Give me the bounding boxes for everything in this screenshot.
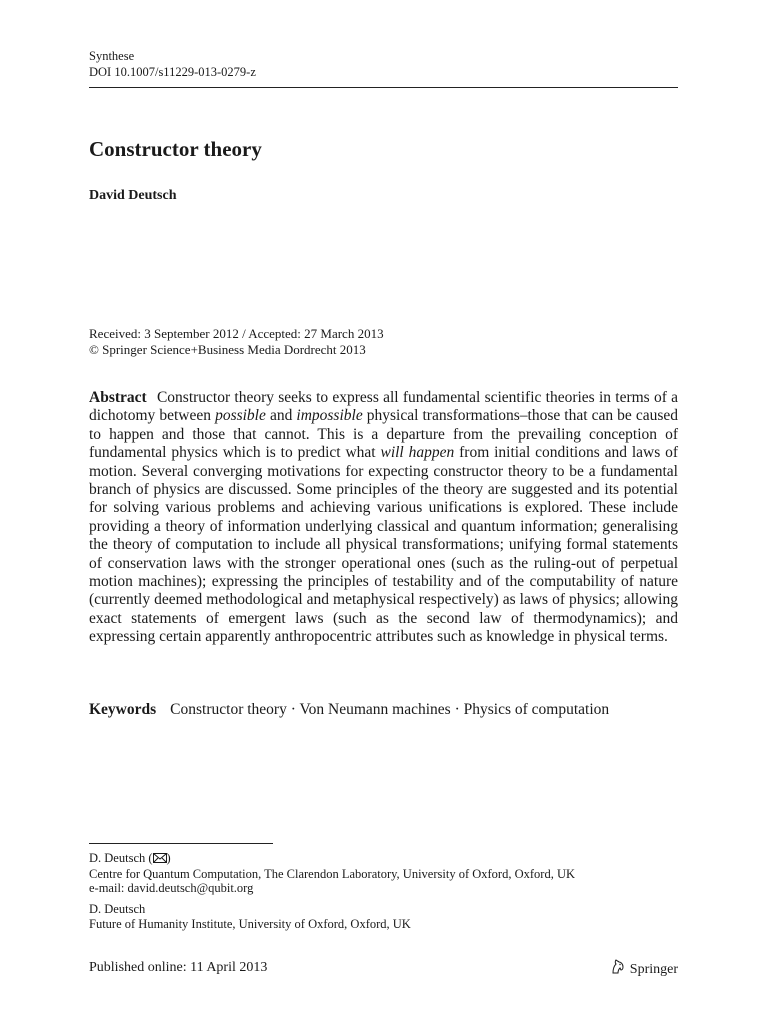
envelope-icon[interactable] bbox=[153, 852, 167, 867]
abstract-label: Abstract bbox=[89, 389, 147, 406]
abstract bbox=[89, 389, 678, 647]
affiliation-1-name-close: ) bbox=[166, 851, 171, 865]
affiliation-2 bbox=[89, 902, 411, 931]
header-divider bbox=[89, 87, 678, 88]
doi-link[interactable]: DOI 10.1007/s11229-013-0279-z bbox=[89, 65, 256, 79]
keywords-list: Constructor theory · Von Neumann machines · Physics of computation bbox=[170, 701, 610, 718]
affiliation-2-institution: Future of Humanity Institute, University of Oxford, Oxford, UK bbox=[89, 916, 411, 931]
publication-dates bbox=[89, 326, 384, 357]
received-accepted-line: Received: 3 September 2012 / Accepted: 27 March 2013 bbox=[89, 326, 384, 341]
affiliation-1-institution: Centre for Quantum Computation, The Clarendon Laboratory, University of Oxford, Oxford, UK bbox=[89, 866, 576, 881]
abstract-emphasis-will-happen: will happen bbox=[380, 444, 455, 462]
affiliation-2-author: D. Deutsch bbox=[89, 902, 146, 916]
affiliation-1-author bbox=[89, 851, 575, 867]
paper-title: Constructor theory bbox=[89, 137, 262, 161]
abstract-text-3: physical transformations–those that can be caused to happen and those that cannot. This is a departure from the prevailing conception of fundamental physics which is to predict what bbox=[89, 407, 679, 462]
footnote-divider bbox=[89, 843, 273, 844]
journal-header bbox=[89, 48, 256, 80]
springer-horse-icon bbox=[610, 959, 626, 981]
journal-name: Synthese bbox=[89, 49, 135, 63]
publisher-logo bbox=[610, 959, 678, 981]
copyright-line: © Springer Science+Business Media Dordrecht 2013 bbox=[89, 341, 366, 357]
keywords-label: Keywords bbox=[89, 701, 157, 718]
affiliation-1-name: D. Deutsch ( bbox=[89, 851, 153, 865]
abstract-emphasis-possible: possible bbox=[215, 407, 266, 425]
abstract-emphasis-impossible: impossible bbox=[296, 407, 363, 425]
keywords bbox=[89, 701, 678, 719]
affiliation-1-email[interactable]: e-mail: david.deutsch@qubit.org bbox=[89, 881, 254, 896]
affiliation-1 bbox=[89, 851, 575, 896]
publisher-name: Springer bbox=[629, 962, 678, 977]
author-name: David Deutsch bbox=[89, 188, 177, 203]
abstract-text-4: from initial conditions and laws of motion. Several converging motivations for expecting constructor theory to be a fundamental branch of physics are discussed. Some principles of the theory are suggested and its potential for solving various problems and achieving various unifications is explored. These include providing a theory of information underlying classical and quantum information; generalising the theory of computation to include all physical transformations; unifying formal statements of conservation laws with the stronger operational ones (such as the ruling-out of perpetual motion machines); expressing the principles of testability and of the computability of nature (currently deemed methodological and metaphysical respectively) as laws of physics; allowing exact statements of emergent laws (such as the second law of thermodynamics); and expressing certain apparently anthropocentric attributes such as knowledge in physical terms. bbox=[89, 444, 679, 646]
published-online-date: Published online: 11 April 2013 bbox=[89, 960, 268, 975]
abstract-text-1: Constructor theory seeks to express all fundamental scientific theories in terms of a dichotomy between bbox=[89, 389, 678, 425]
paper-page bbox=[89, 0, 678, 1024]
abstract-text-2: and bbox=[269, 407, 293, 425]
